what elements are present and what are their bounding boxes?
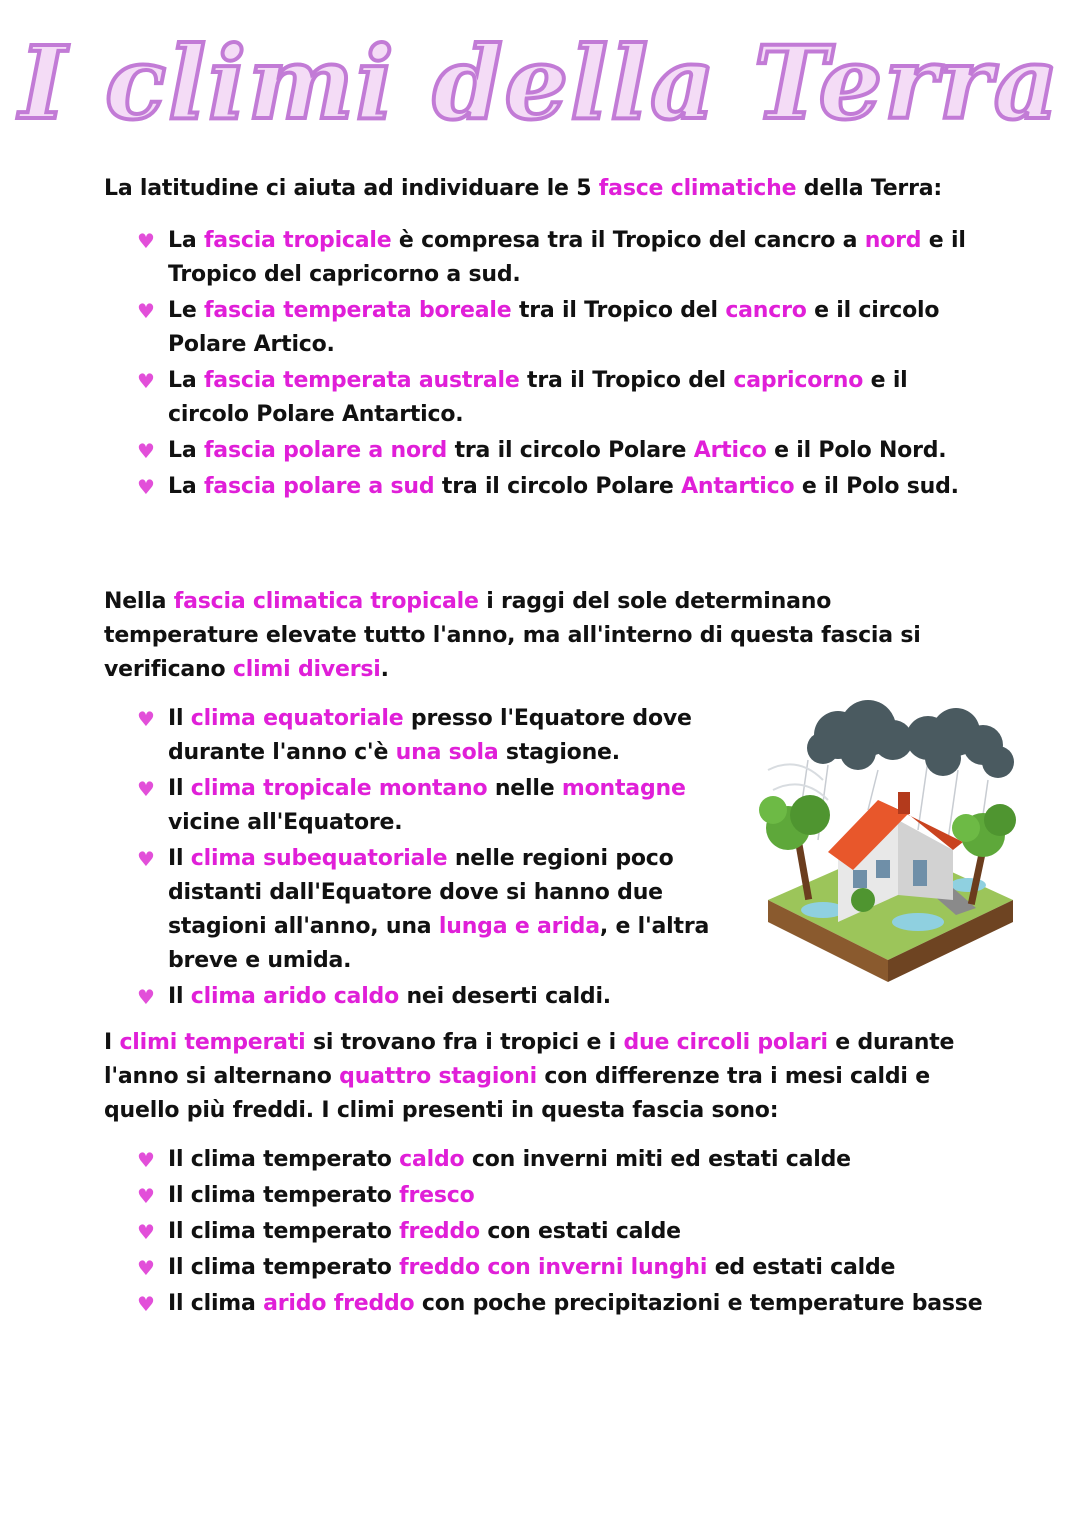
heart-icon: ♥ bbox=[137, 1256, 155, 1280]
list-item: ♥ Il clima equatoriale presso l'Equatore dove durante l'anno c'è una sola stagione. bbox=[104, 702, 714, 770]
tropical-climates-list bbox=[104, 702, 714, 1016]
list-item: ♥ Il clima arido freddo con poche precipitazioni e temperature basse bbox=[104, 1287, 984, 1321]
intro-paragraph: La latitudine ci aiuta ad individuare le 5 fasce climatiche della Terra: bbox=[104, 176, 942, 201]
list-item: ♥ Il clima temperato freddo con estati calde bbox=[104, 1215, 984, 1249]
list-item: ♥ La fascia polare a sud tra il circolo Polare Antartico e il Polo sud. bbox=[104, 470, 984, 504]
house-in-storm-illustration bbox=[728, 700, 1018, 990]
heart-icon: ♥ bbox=[137, 369, 155, 393]
heart-icon: ♥ bbox=[137, 439, 155, 463]
heart-icon: ♥ bbox=[137, 777, 155, 801]
list-item: ♥ La fascia temperata australe tra il Tropico del capricorno e il circolo Polare Antartico. bbox=[104, 364, 984, 432]
list-item: ♥ La fascia tropicale è compresa tra il Tropico del cancro a nord e il Tropico del capricorno a sud. bbox=[104, 224, 984, 292]
heart-icon: ♥ bbox=[137, 985, 155, 1009]
heart-icon: ♥ bbox=[137, 299, 155, 323]
heart-icon: ♥ bbox=[137, 1148, 155, 1172]
tropical-paragraph: Nella fascia climatica tropicale i raggi del sole determinano temperature elevate tutto l'anno, ma all'interno di questa fascia si verificano climi diversi. bbox=[104, 589, 921, 682]
list-item: ♥ Le fascia temperata boreale tra il Tropico del cancro e il circolo Polare Artico. bbox=[104, 294, 984, 362]
list-item: ♥ Il clima subequatoriale nelle regioni poco distanti dall'Equatore dove si hanno due stagioni all'anno, una lunga e arida, e l'altra breve e umida. bbox=[104, 842, 714, 978]
temperate-paragraph: I climi temperati si trovano fra i tropici e i due circoli polari e durante l'anno si alternano quattro stagioni con differenze tra i mesi caldi e quello più freddi. I climi presenti in questa fascia sono: bbox=[104, 1030, 955, 1123]
list-item: ♥ Il clima temperato fresco bbox=[104, 1179, 984, 1213]
heart-icon: ♥ bbox=[137, 1292, 155, 1316]
list-item: ♥ Il clima temperato freddo con inverni lunghi ed estati calde bbox=[104, 1251, 984, 1285]
heart-icon: ♥ bbox=[137, 229, 155, 253]
heart-icon: ♥ bbox=[137, 707, 155, 731]
page-title: I climi della Terra bbox=[19, 24, 1061, 142]
heart-icon: ♥ bbox=[137, 847, 155, 871]
list-item: ♥ La fascia polare a nord tra il circolo Polare Artico e il Polo Nord. bbox=[104, 434, 984, 468]
temperate-climates-list bbox=[104, 1143, 984, 1323]
heart-icon: ♥ bbox=[137, 1184, 155, 1208]
list-item: ♥ Il clima tropicale montano nelle montagne vicine all'Equatore. bbox=[104, 772, 714, 840]
zones-list bbox=[104, 224, 984, 506]
heart-icon: ♥ bbox=[137, 475, 155, 499]
list-item: ♥ Il clima arido caldo nei deserti caldi. bbox=[104, 980, 714, 1014]
heart-icon: ♥ bbox=[137, 1220, 155, 1244]
list-item: ♥ Il clima temperato caldo con inverni miti ed estati calde bbox=[104, 1143, 984, 1177]
